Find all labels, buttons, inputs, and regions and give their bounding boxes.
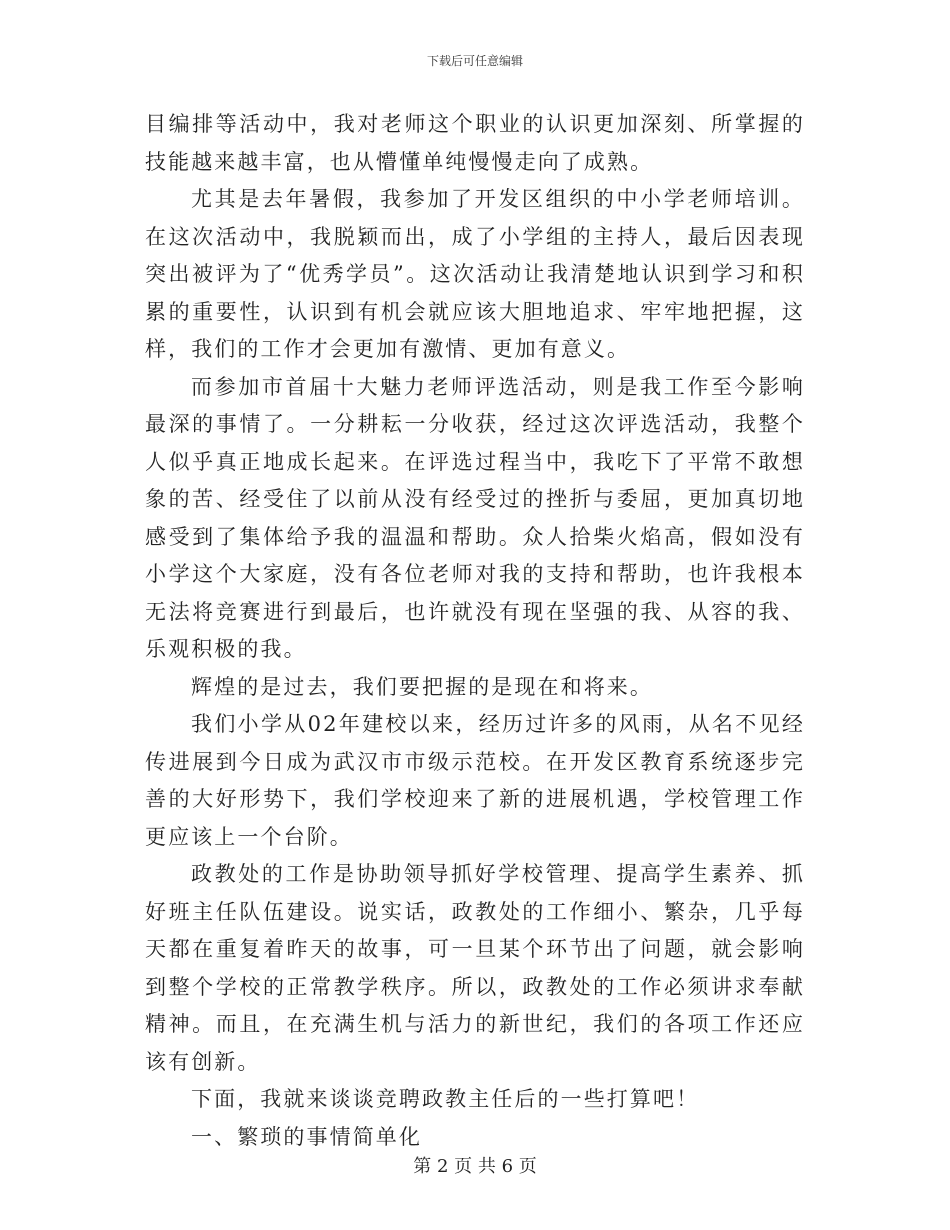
document-body bbox=[145, 106, 805, 1156]
paragraph: 政教处的工作是协助领导抓好学校管理、提高学生素养、抓好班主任队伍建设。说实话，政教处的工作细小、繁杂，几乎每天都在重复着昨天的故事，可一旦某个环节出了问题，就会影响到整个学校的正常教学秩序。所以，政教处的工作必须讲求奉献精神。而且，在充满生机与活力的新世纪，我们的各项工作还应该有创新。 bbox=[145, 862, 805, 1074]
paragraph: 我们小学从02年建校以来，经历过许多的风雨，从名不见经传进展到今日成为武汉市市级示范校。在开发区教育系统逐步完善的大好形势下，我们学校迎来了新的进展机遇，学校管理工作更应该上一个台阶。 bbox=[145, 712, 805, 849]
paragraph: 尤其是去年暑假，我参加了开发区组织的中小学老师培训。在这次活动中，我脱颖而出，成了小学组的主持人，最后因表现突出被评为了“优秀学员”。这次活动让我清楚地认识到学习和积累的重要性，认识到有机会就应该大胆地追求、牢牢地把握，这样，我们的工作才会更加有激情、更加有意义。 bbox=[145, 187, 805, 361]
paragraph: 而参加市首届十大魅力老师评选活动，则是我工作至今影响最深的事情了。一分耕耘一分收获，经过这次评选活动，我整个人似乎真正地成长起来。在评选过程当中，我吃下了平常不敢想象的苦、经受住了以前从没有经受过的挫折与委屈，更加真切地感受到了集体给予我的温温和帮助。众人拾柴火焰高，假如没有小学这个大家庭，没有各位老师对我的支持和帮助，也许我根本无法将竞赛进行到最后，也许就没有现在坚强的我、从容的我、乐观积极的我。 bbox=[145, 374, 805, 661]
page-number-footer: 第 2 页 共 6 页 bbox=[413, 1156, 537, 1177]
page-header-note: 下载后可任意编辑 bbox=[426, 54, 523, 68]
paragraph: 目编排等活动中，我对老师这个职业的认识更加深刻、所掌握的技能越来越丰富，也从懵懂单纯慢慢走向了成熟。 bbox=[145, 112, 805, 174]
paragraph: 辉煌的是过去，我们要把握的是现在和将来。 bbox=[191, 674, 653, 699]
section-heading: 一、繁琐的事情简单化 bbox=[191, 1124, 422, 1149]
paragraph: 下面，我就来谈谈竞聘政教主任后的一些打算吧！ bbox=[191, 1087, 700, 1111]
